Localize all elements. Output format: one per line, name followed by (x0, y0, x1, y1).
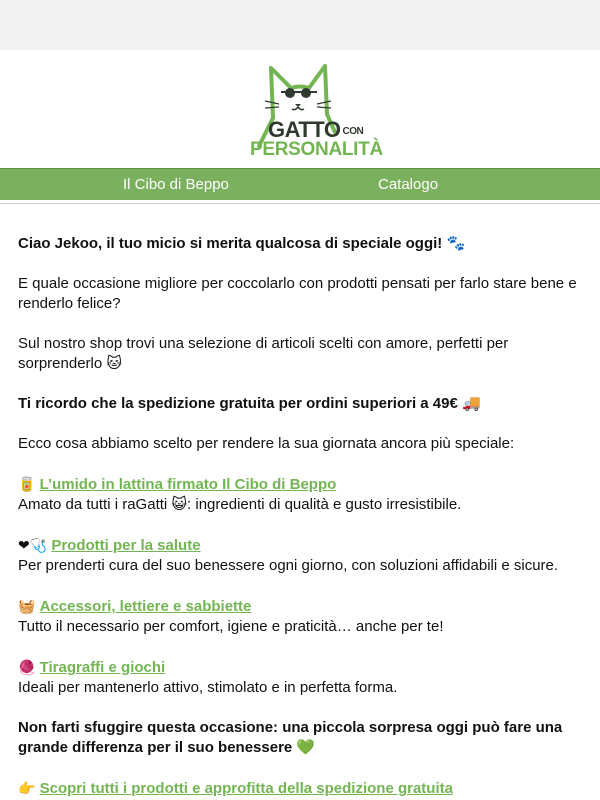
intro-text: E quale occasione migliore per coccolarlo con prodotti pensati per farlo stare bene e renderlo felice? (18, 275, 577, 312)
can-icon: 🥫 (18, 476, 36, 492)
cta-line (18, 778, 588, 799)
shop-text: Sul nostro shop trovi una selezione di articoli scelti con amore, perfetti per sorprenderlo 🐱 (18, 335, 509, 372)
brand-navbar (0, 168, 600, 200)
lead-text: Ecco cosa abbiamo scelto per rendere la sua giornata ancora più speciale: (18, 435, 515, 452)
product-item-title (18, 596, 588, 617)
pointing-hand-icon: 👉 (18, 780, 36, 796)
product-item-title (18, 474, 588, 495)
cta-link-scopri-prodotti[interactable]: Scopri tutti i prodotti e approfitta della spedizione gratuita (39, 780, 453, 797)
brand-header (0, 50, 600, 168)
product-item-desc: Amato da tutti i raGatti 😺: ingredienti di qualità e gusto irresistibile. (18, 496, 462, 513)
product-item-title (18, 657, 588, 678)
heart-health-icon: ❤🩺 (18, 537, 48, 553)
link-tiragraffi-e-giochi[interactable]: Tiragraffi e giochi (39, 659, 166, 676)
header-divider (0, 203, 600, 204)
closing-text: Non farti sfuggire questa occasione: una piccola sorpresa oggi può fare una grande differenza per il suo benessere 💚 (18, 719, 563, 756)
product-item-desc: Tutto il necessario per comfort, igiene e praticità… anche per te! (18, 618, 444, 635)
nav-link-catalogo[interactable]: Catalogo (378, 176, 439, 193)
email-body (18, 234, 588, 799)
product-item (18, 596, 588, 637)
brand-name-line1: GATTO $^{CON}$ (268, 117, 364, 142)
product-item (18, 474, 588, 515)
product-item (18, 657, 588, 698)
litter-icon: 🧺 (18, 598, 36, 614)
link-prodotti-per-la-salute[interactable]: Prodotti per la salute (51, 537, 201, 554)
yarn-toy-icon: 🧶 (18, 659, 36, 675)
greeting-text: Ciao Jekoo, il tuo micio si merita qualcosa di speciale oggi! 🐾 (18, 235, 466, 252)
link-accessori-lettiere[interactable]: Accessori, lettiere e sabbiette (39, 598, 252, 615)
brand-name-line2: PERSONALITÀ (250, 139, 383, 160)
product-item-desc: Ideali per mantenerlo attivo, stimolato e in perfetta forma. (18, 679, 398, 696)
email-client-top-bar (0, 0, 600, 50)
product-item-desc: Per prenderti cura del suo benessere ogni giorno, con soluzioni affidabili e sicure. (18, 557, 559, 574)
product-item-title (18, 535, 588, 556)
link-umido-in-lattina[interactable]: L’umido in lattina firmato Il Cibo di Beppo (39, 476, 337, 493)
nav-link-il-cibo-di-beppo[interactable]: Il Cibo di Beppo (123, 176, 229, 193)
product-item (18, 535, 588, 576)
shipping-text: Ti ricordo che la spedizione gratuita per ordini superiori a 49€ 🚚 (18, 395, 481, 412)
